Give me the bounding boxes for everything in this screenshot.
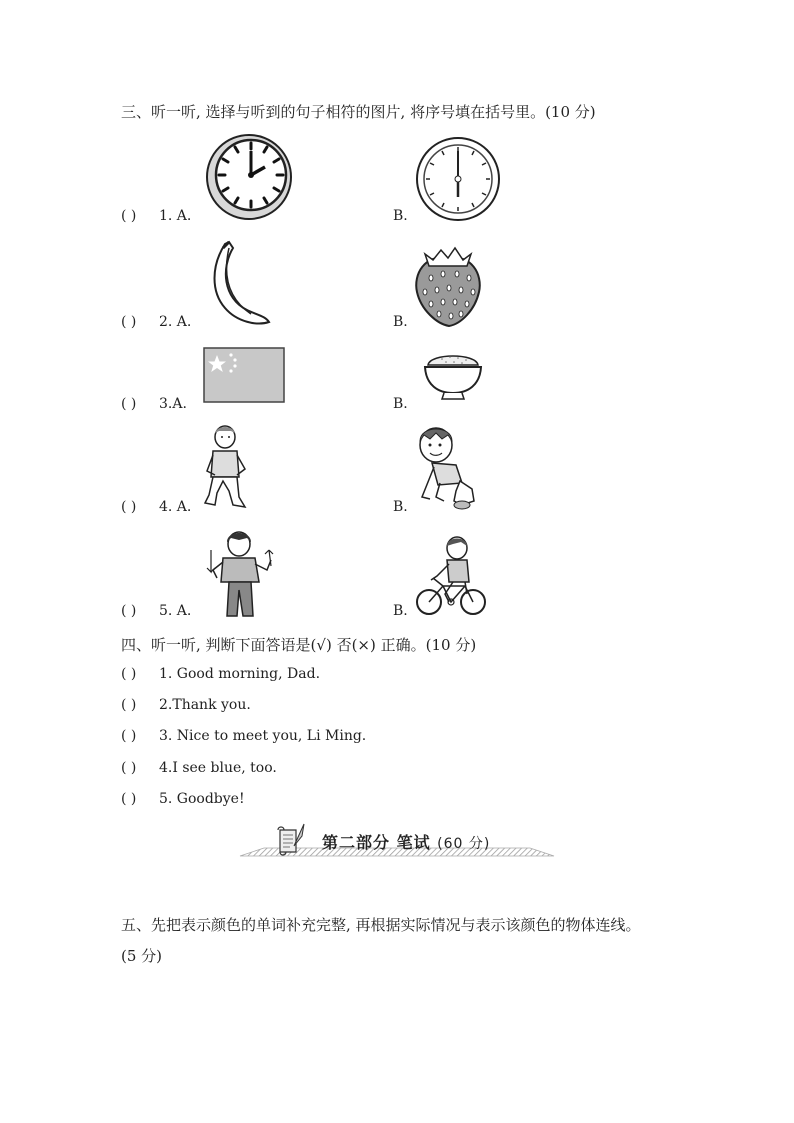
boy-riding-bike-icon: [415, 536, 489, 618]
section4-item-4: [121, 760, 277, 776]
rice-bowl-icon: [422, 345, 484, 403]
option-b-label: B.: [393, 603, 408, 619]
clock-three-oclock-icon: [203, 133, 295, 223]
answer-blank[interactable]: ( ): [121, 760, 137, 776]
banner-score: (60 分): [437, 836, 491, 852]
question-4-row: [121, 499, 191, 515]
section5-heading: 五、先把表示颜色的单词补充完整, 再根据实际情况与表示该颜色的物体连线。: [121, 916, 641, 934]
boy-turning-icon: [203, 530, 277, 618]
question-5-row: [121, 603, 191, 619]
clock-six-oclock-icon: [415, 135, 501, 223]
boy-dancing-icon: [203, 425, 253, 511]
question-2-row: [121, 314, 191, 330]
option-a-label: 5. A.: [159, 603, 192, 619]
china-flag-icon: [203, 347, 285, 403]
item-text: 1. Good morning, Dad.: [159, 666, 321, 682]
answer-blank[interactable]: ( ): [121, 314, 137, 330]
answer-blank[interactable]: ( ): [121, 208, 137, 224]
item-text: 2.Thank you.: [159, 697, 251, 713]
scroll-quill-icon: [276, 822, 306, 856]
section4-item-1: [121, 666, 320, 682]
item-text: 3. Nice to meet you, Li Ming.: [159, 728, 367, 744]
item-text: 5. Goodbye!: [159, 791, 245, 807]
answer-blank[interactable]: ( ): [121, 697, 137, 713]
banana-icon: [207, 238, 271, 326]
answer-blank[interactable]: ( ): [121, 666, 137, 682]
section3-heading: 三、听一听, 选择与听到的句子相符的图片, 将序号填在括号里。(10 分): [121, 103, 596, 121]
answer-blank[interactable]: ( ): [121, 791, 137, 807]
section4-item-5: [121, 791, 245, 807]
section4-heading: 四、听一听, 判断下面答语是(√) 否(×) 正确。(10 分): [121, 636, 477, 654]
option-b-label: B.: [393, 314, 408, 330]
answer-blank[interactable]: ( ): [121, 499, 137, 515]
option-a-label: 1. A.: [159, 208, 192, 224]
question-1-row: [121, 208, 191, 224]
part-two-banner: [238, 820, 556, 860]
section5-score: (5 分): [121, 947, 163, 965]
item-text: 4.I see blue, too.: [159, 760, 277, 776]
section4-item-2: [121, 697, 251, 713]
option-a-label: 3.A.: [159, 396, 187, 412]
banner-title: [322, 830, 490, 853]
answer-blank[interactable]: ( ): [121, 728, 137, 744]
question-3-row: [121, 396, 187, 412]
option-b-label: B.: [393, 208, 408, 224]
boy-crawling-icon: [412, 425, 478, 511]
strawberry-icon: [413, 244, 483, 328]
option-b-label: B.: [393, 499, 408, 515]
banner-title-text: 第二部分 笔试: [322, 833, 431, 852]
section4-item-3: [121, 728, 366, 744]
option-a-label: 2. A.: [159, 314, 192, 330]
option-a-label: 4. A.: [159, 499, 192, 515]
option-b-label: B.: [393, 396, 408, 412]
answer-blank[interactable]: ( ): [121, 396, 137, 412]
answer-blank[interactable]: ( ): [121, 603, 137, 619]
